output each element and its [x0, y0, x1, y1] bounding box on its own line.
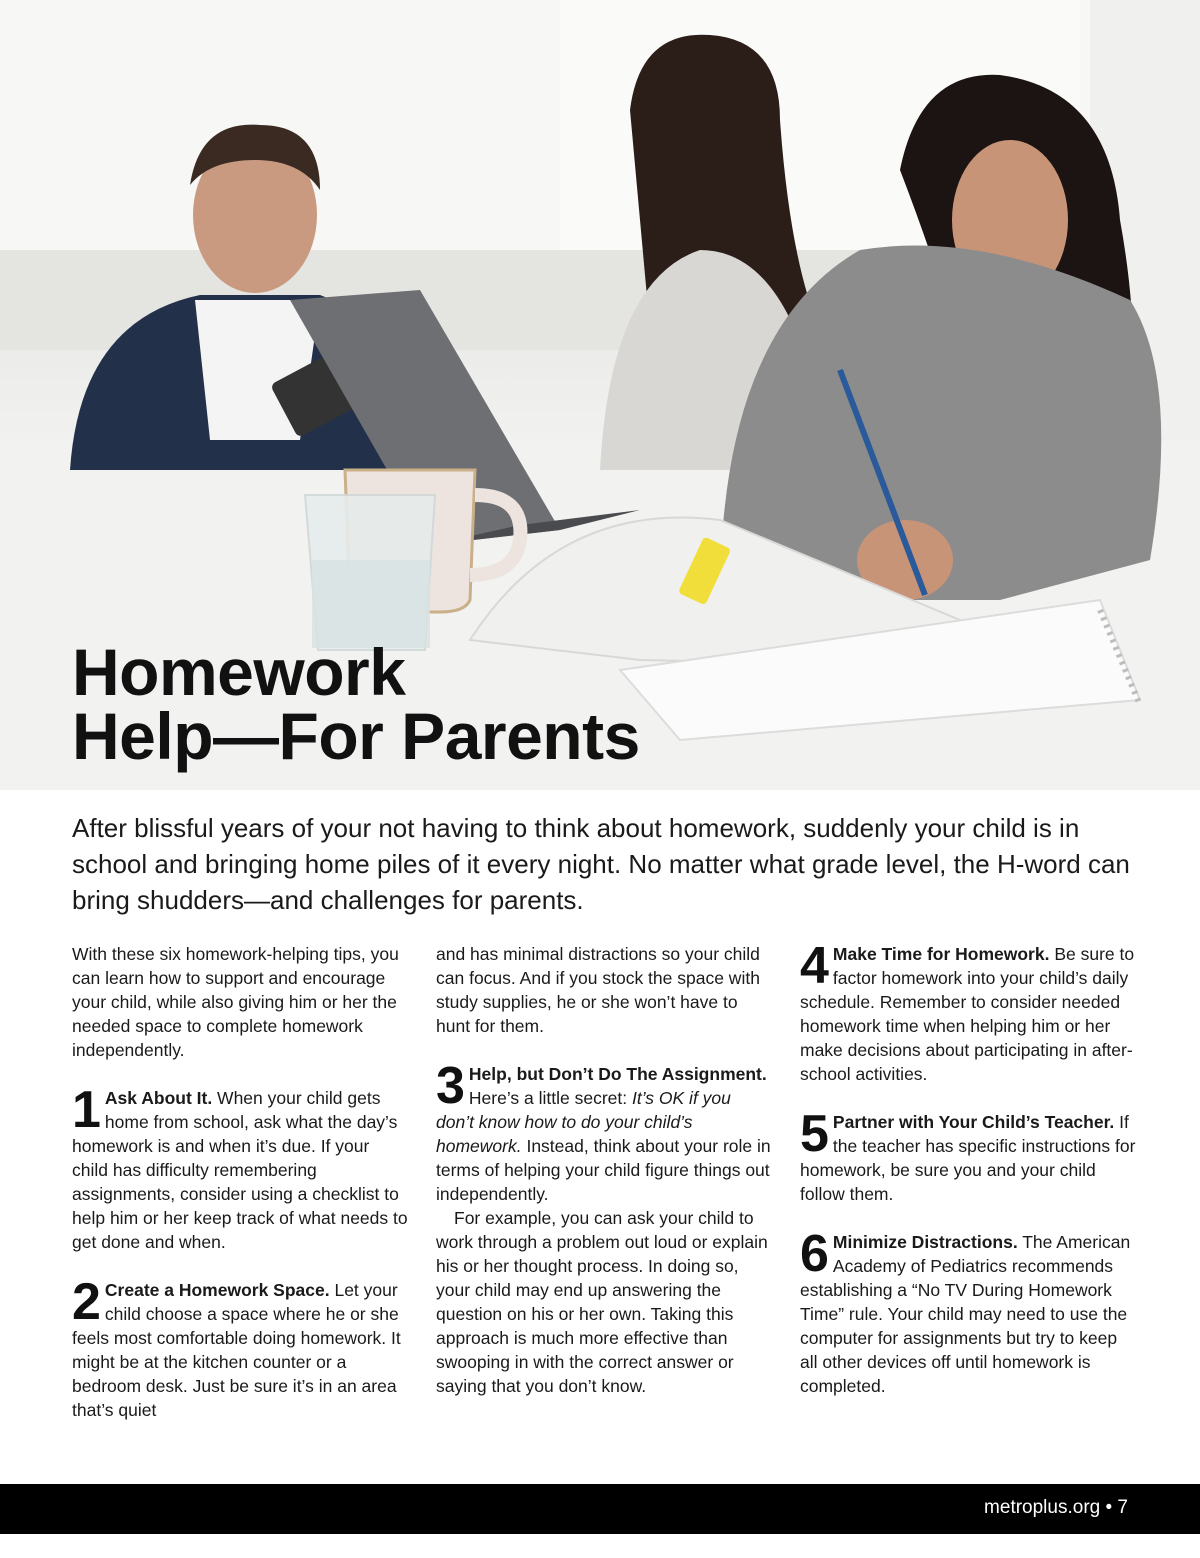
tip-body: Let your child choose a space where he or she feels most comfortable doing homework. It might be at the kitchen counter or a bedroom desk. Just be sure it’s in an area that’s quiet	[72, 1280, 401, 1420]
intro-paragraph: After blissful years of your not having to think about homework, suddenly your child is in school and bringing home piles of it every night. No matter what grade level, the H-word can bring shudders—and challenges for parents.	[72, 813, 1130, 915]
tip-number: 3	[436, 1057, 465, 1115]
tip-5	[800, 1105, 1136, 1206]
tip-number: 2	[72, 1273, 101, 1331]
tip-4	[800, 937, 1136, 1086]
title-bold: For Parents	[278, 699, 640, 773]
tip-1	[72, 1081, 408, 1254]
column-2	[436, 942, 772, 1398]
tip-heading: Ask About It.	[104, 1088, 213, 1108]
tip-body: Be sure to factor homework into your child’s daily schedule. Remember to consider needed homework time when helping him or her make decisions about participating in after-school activities.	[800, 944, 1135, 1084]
tip-body: If the teacher has specific instructions for homework, be sure you and your child follow them.	[800, 1112, 1136, 1204]
title-line-1: Homework	[72, 635, 406, 709]
page-title	[72, 635, 640, 773]
footer-bar	[0, 1484, 1200, 1534]
tip-heading: Help, but Don’t Do The Assignment.	[468, 1064, 767, 1084]
tip-3	[436, 1057, 772, 1398]
tip-number: 1	[72, 1081, 101, 1139]
tip-body-italic: It’s OK if you don’t know how to do your child’s homework.	[436, 1088, 731, 1156]
tip-2-continued: and has minimal distractions so your child can focus. And if you stock the space with study supplies, he or she won’t have to hunt for them.	[436, 944, 760, 1036]
tip-body: The American Academy of Pediatrics recommends establishing a “No TV During Homework Time” rule. Your child may need to use the computer for assignments but try to keep all other devices off until homework is completed.	[800, 1232, 1131, 1396]
tip-heading: Create a Homework Space.	[104, 1280, 330, 1300]
column-1	[72, 942, 408, 1422]
lead-paragraph: With these six homework-helping tips, you can learn how to support and encourage your child, while also giving him or her the needed space to complete homework independently.	[72, 944, 399, 1060]
footer-page-info: metroplus.org • 7	[984, 1497, 1128, 1518]
tip-body: When your child gets home from school, ask what the day’s homework is and when it’s due. If your child has difficulty remembering assignments, consider using a checklist to help him or her keep track of what needs to get done and when.	[72, 1088, 408, 1252]
tip-number: 6	[800, 1225, 829, 1283]
tip-heading: Make Time for Homework.	[832, 944, 1050, 964]
tip-heading: Partner with Your Child’s Teacher.	[832, 1112, 1115, 1132]
tip-2	[72, 1273, 408, 1422]
tip-body-before: Here’s a little secret:	[468, 1088, 632, 1108]
tip-3-paragraph-2: For example, you can ask your child to work through a problem out loud or explain his or her thought process. In doing so, your child may end up answering the question on his or her own. Taking this approach is much more effective than swooping in with the correct answer or saying that you don’t know.	[436, 1208, 768, 1396]
tip-number: 4	[800, 937, 829, 995]
tip-number: 5	[800, 1105, 829, 1163]
column-3	[800, 937, 1136, 1398]
tip-body-after: Instead, think about your role in terms of helping your child figure things out independently.	[436, 1136, 771, 1204]
tip-6	[800, 1225, 1136, 1398]
title-light: Help—	[72, 699, 279, 773]
tip-heading: Minimize Distractions.	[832, 1232, 1018, 1252]
title-line-2	[72, 699, 640, 773]
